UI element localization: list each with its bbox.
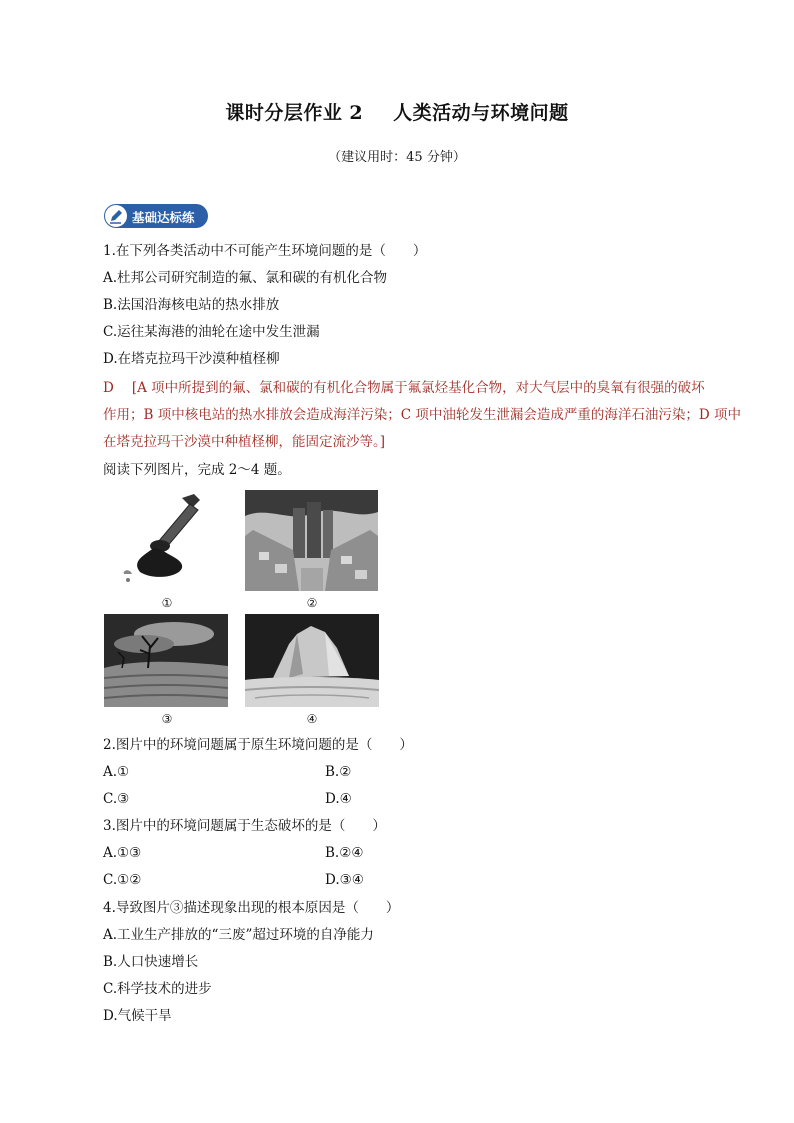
- q1-option-d: D.在塔克拉玛干沙漠种植柽柳: [103, 351, 280, 367]
- q1-answer-letter: D: [103, 380, 114, 396]
- reading-intro: 阅读下列图片，完成 2～4 题。: [103, 462, 291, 478]
- page-subtitle: （建议用时：45 分钟）: [328, 150, 466, 165]
- q1-answer: [103, 378, 705, 398]
- q4-option-c: C.科学技术的进步: [103, 981, 212, 997]
- q3-stem: 3.图片中的环境问题属于生态破坏的是（ ）: [103, 818, 386, 834]
- q2-option-c: C.③: [103, 791, 130, 807]
- image-ice-mountain: [245, 614, 379, 707]
- q1-option-b: B.法国沿海核电站的热水排放: [103, 297, 280, 313]
- pencil-icon: [105, 205, 127, 227]
- q4-option-a: A.工业生产排放的“三废”超过环境的自净能力: [103, 927, 374, 943]
- q3-option-b: B.②④: [325, 845, 364, 861]
- q3-option-d: D.③④: [325, 872, 364, 888]
- q3-option-c: C.①②: [103, 872, 142, 888]
- image-caption-4: ④: [306, 712, 318, 726]
- page-title: [0, 98, 794, 125]
- q2-option-b: B.②: [325, 764, 352, 780]
- q3-option-a: A.①③: [103, 845, 142, 861]
- q1-option-c: C.运往某海港的油轮在途中发生泄漏: [103, 324, 320, 340]
- section-badge-label: 基础达标练: [132, 210, 195, 225]
- image-garbage-city: [245, 490, 378, 591]
- image-caption-1: ①: [161, 596, 173, 610]
- q2-option-a: A.①: [103, 764, 130, 780]
- image-caption-2: ②: [306, 596, 318, 610]
- q1-explain-3: 在塔克拉玛干沙漠中种植柽柳，能固定流沙等。]: [103, 434, 386, 450]
- section-badge: [104, 204, 208, 228]
- image-pollution-pipe: [112, 490, 222, 590]
- title-part2: 人类活动与环境问题: [393, 102, 569, 124]
- title-part1: 课时分层作业 2: [225, 102, 364, 124]
- q1-explain-1: [A 项中所提到的氟、氯和碳的有机化合物属于氟氯烃基化合物，对大气层中的臭氧有很强的破坏: [131, 380, 705, 396]
- q2-stem: 2.图片中的环境问题属于原生环境问题的是（ ）: [103, 737, 413, 753]
- q2-option-d: D.④: [325, 791, 352, 807]
- image-caption-3: ③: [161, 712, 173, 726]
- q4-option-b: B.人口快速增长: [103, 954, 199, 970]
- q4-option-d: D.气候干旱: [103, 1008, 172, 1024]
- q1-stem: 1.在下列各类活动中不可能产生环境问题的是（ ）: [103, 243, 427, 259]
- image-desert-tree: [104, 614, 228, 707]
- q1-option-a: A.杜邦公司研究制造的氟、氯和碳的有机化合物: [103, 270, 388, 286]
- q1-explain-2: 作用；B 项中核电站的热水排放会造成海洋污染；C 项中油轮发生泄漏会造成严重的海洋石油污染；D 项中: [103, 407, 741, 423]
- q4-stem: 4.导致图片③描述现象出现的根本原因是（ ）: [103, 900, 400, 916]
